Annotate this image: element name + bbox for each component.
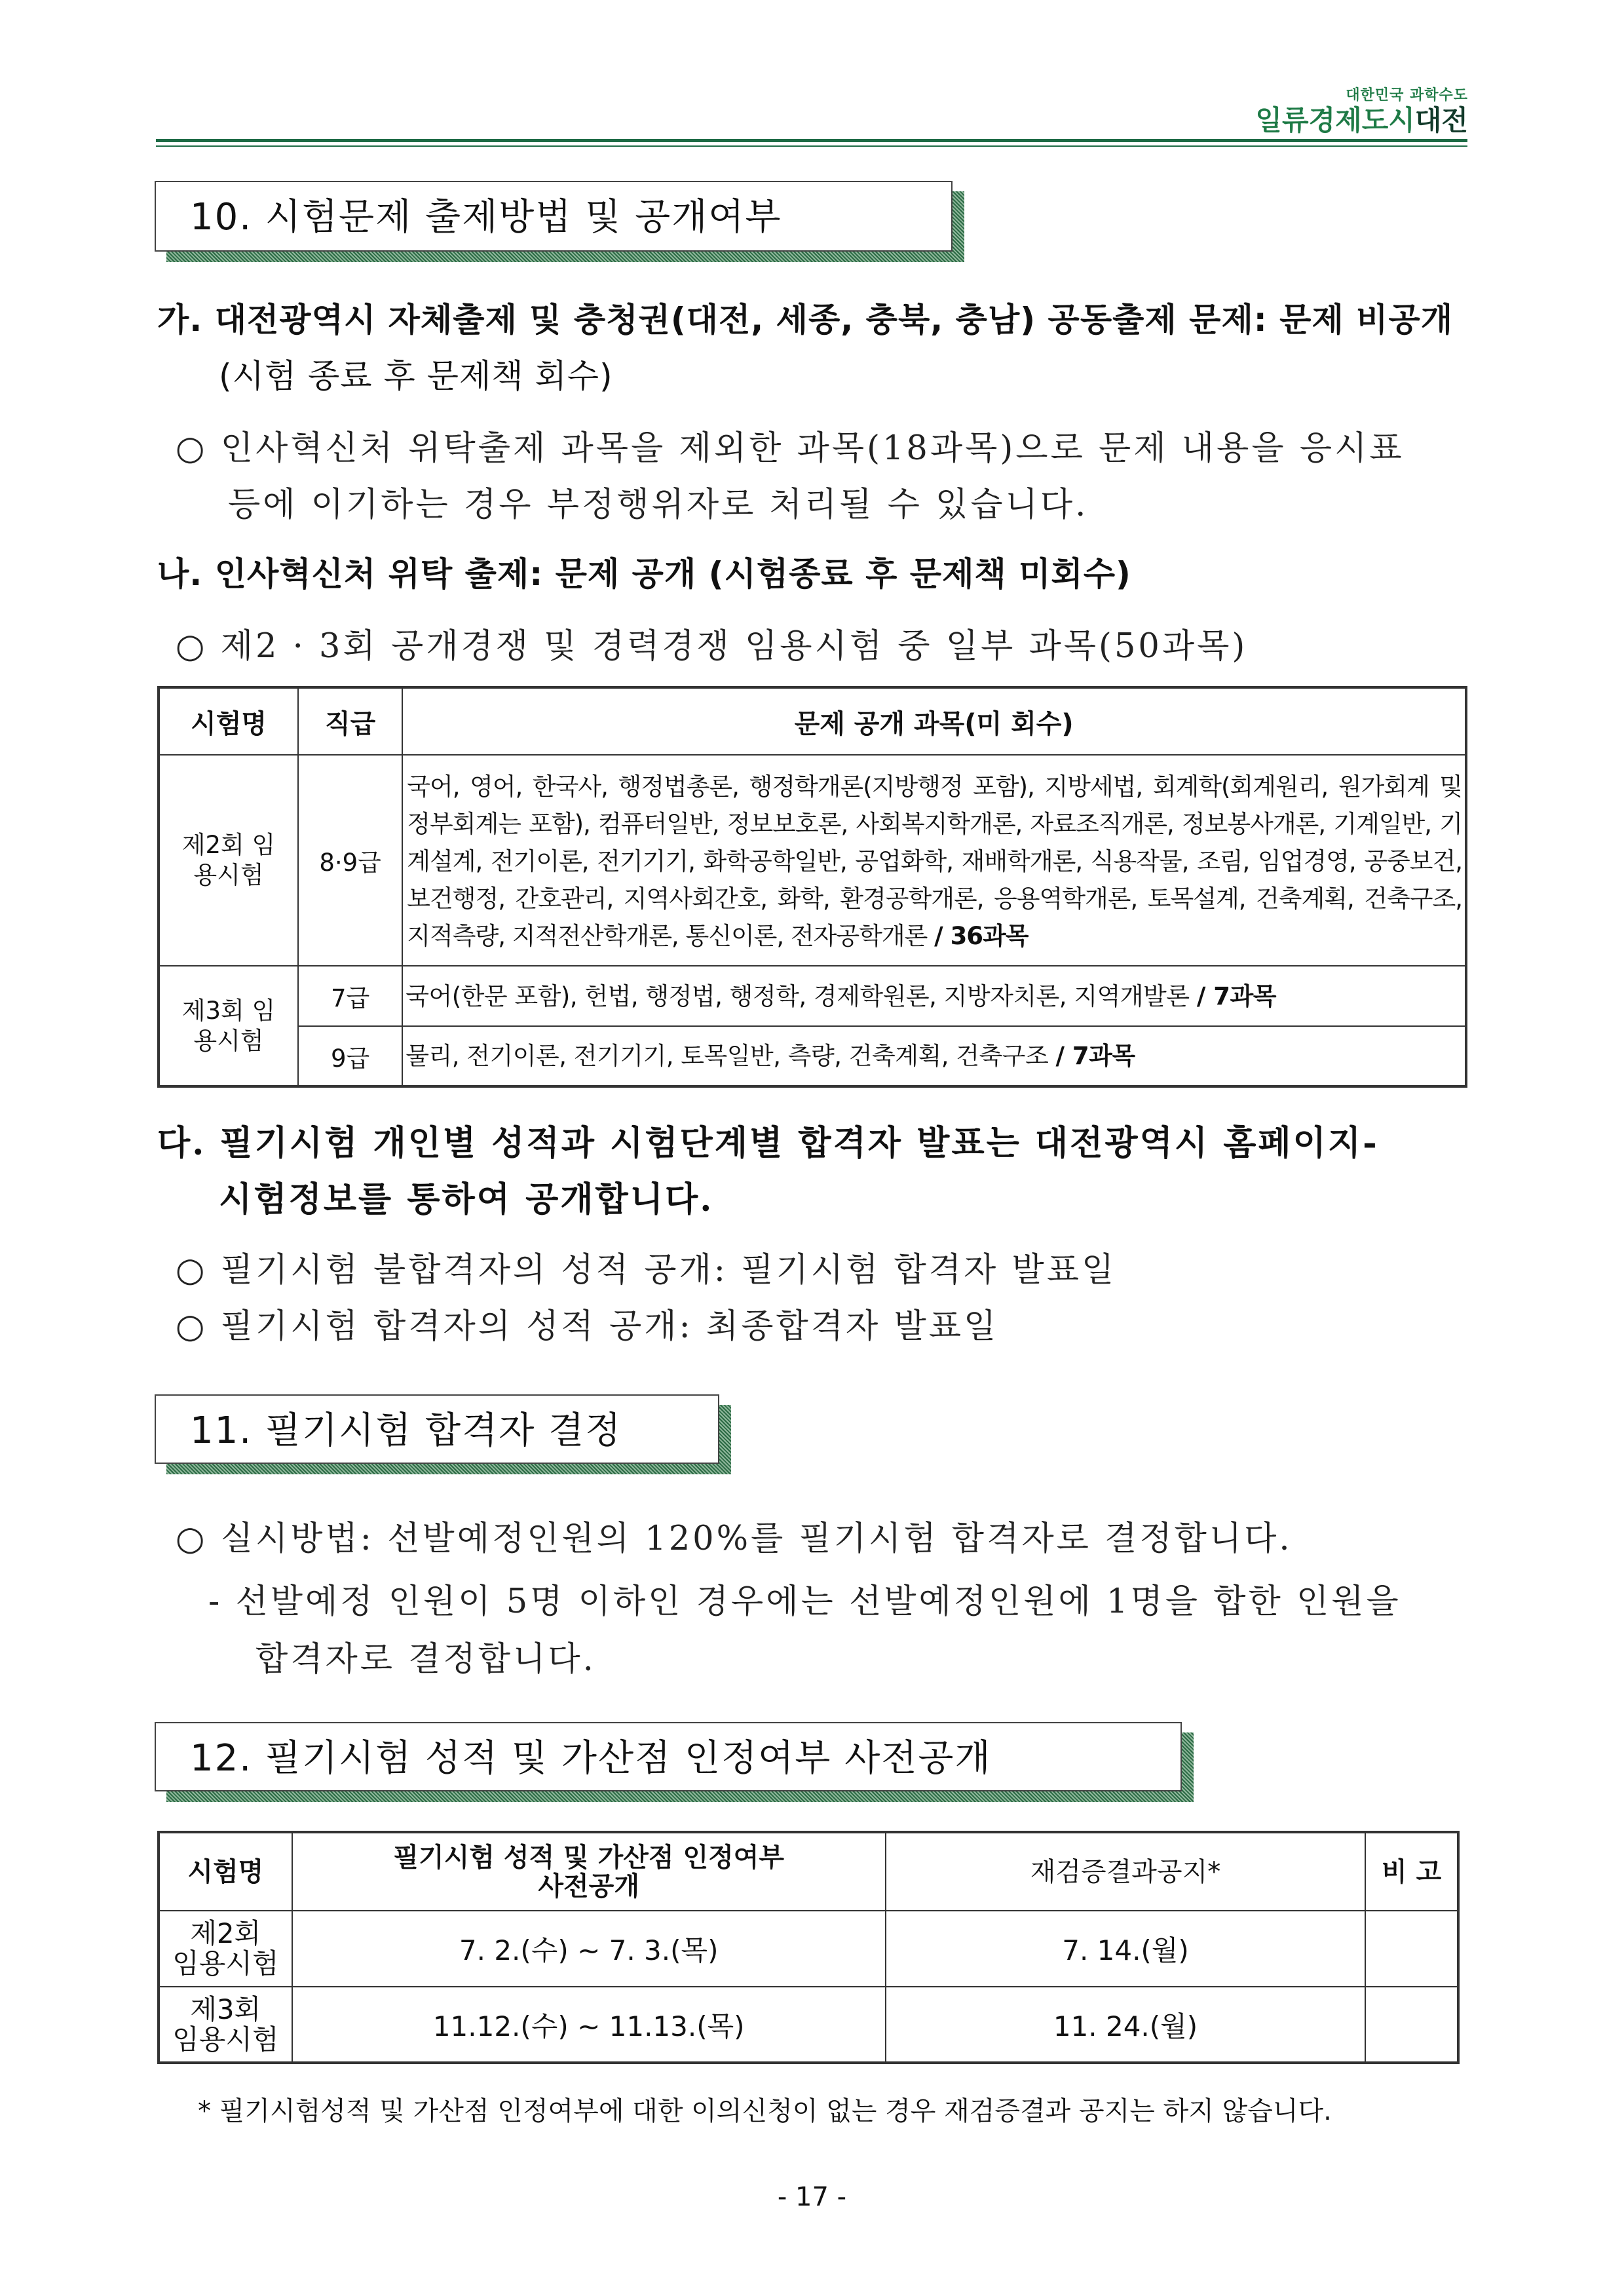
header-grade: 직급 (298, 687, 402, 755)
exam-round-2: 제2회 임용시험 (159, 755, 298, 966)
subjects-grade-9: 물리, 전기이론, 전기기기, 토목일반, 측량, 건축계획, 건축구조 / 7과목 (402, 1026, 1466, 1086)
table-row (159, 1987, 1458, 2063)
exam-round-3: 제3회 임용시험 (159, 966, 298, 1086)
header-exam-name: 시험명 (159, 687, 298, 755)
footnote: * 필기시험성적 및 가산점 인정여부에 대한 이의신청이 없는 경우 재검증결과 공지는 하지 않습니다. (198, 2096, 1332, 2126)
subjects-round-2: 국어, 영어, 한국사, 행정법총론, 행정학개론(지방행정 포함), 지방세법, 회계학(회계원리, 원가회계 및 정부회계는 포함), 컴퓨터일반, 정보보호론, 사회복지학개론, 자료조직개론, 정보봉사개론, 기계일반, 기계설계, 전기이론, 전기기기, 화학공학일반, 공업화학, 재배학개론, 식용작물, 조림, 임업경영, 공중보건, 보건행정, 간호관리, 지역사회간호, 화학, 환경공학개론, 응용역학개론, 토목설계, 건축계획, 건축구조, 지적측량, 지적전산학개론, 통신이론, 전자공학개론 / 36과목 (402, 755, 1466, 966)
note-cell (1365, 1987, 1458, 2063)
table-row (159, 1911, 1458, 1987)
section-10-title: 10. 시험문제 출제방법 및 공개여부 (190, 196, 782, 239)
exam-round-3: 제3회 임용시험 (159, 1987, 292, 2063)
score-disclosure-table (157, 1831, 1460, 2064)
item-na-bullet: ○ 제2 · 3회 공개경쟁 및 경력경쟁 임용시험 중 일부 과목(50과목) (176, 627, 1248, 666)
item-ga-bullet-line2: 등에 이기하는 경우 부정행위자로 처리될 수 있습니다. (228, 486, 1089, 524)
disclosed-subjects-table (157, 686, 1467, 1088)
subject-count: / 7과목 (1055, 1042, 1135, 1070)
disclosure-period: 11.12.(수) ~ 11.13.(목) (292, 1987, 886, 2063)
item-11-dash-line2: 합격자로 결정합니다. (255, 1640, 596, 1679)
header-note: 비 고 (1365, 1832, 1458, 1911)
subjects-grade-7: 국어(한문 포함), 헌법, 행정법, 행정학, 경제학원론, 지방자치론, 지역개발론 / 7과목 (402, 966, 1466, 1026)
grade-9: 9급 (298, 1026, 402, 1086)
logo-text-green: 일류경제도시 (1255, 104, 1415, 136)
subject-count: / 36과목 (934, 921, 1029, 950)
logo-text-dark: 대전 (1414, 104, 1468, 136)
header-recheck: 재검증결과공지* (886, 1832, 1365, 1911)
item-da-bullet2: ○ 필기시험 합격자의 성적 공개: 최종합격자 발표일 (176, 1307, 999, 1346)
section-11-title: 11. 필기시험 합격자 결정 (190, 1409, 622, 1452)
subject-count: / 7과목 (1196, 982, 1276, 1010)
exam-round-2: 제2회 임용시험 (159, 1911, 292, 1987)
header-subjects: 문제 공개 과목(미 회수) (402, 687, 1466, 755)
page-number: - 17 - (777, 2182, 847, 2212)
item-da-line2: 시험정보를 통하여 공개합니다. (219, 1179, 714, 1219)
table-row (159, 966, 1466, 1026)
grade-7: 7급 (298, 966, 402, 1026)
recheck-date: 7. 14.(월) (886, 1911, 1365, 1987)
recheck-date: 11. 24.(월) (886, 1987, 1365, 2063)
grade-8-9: 8·9급 (298, 755, 402, 966)
item-ga-line2: (시험 종료 후 문제책 회수) (219, 357, 613, 395)
item-ga-bullet-line1: ○ 인사혁신처 위탁출제 과목을 제외한 과목(18과목)으로 문제 내용을 응시표 (176, 429, 1405, 468)
header-rule (156, 139, 1467, 142)
note-cell (1365, 1911, 1458, 1987)
city-logo (1255, 84, 1468, 137)
item-da-bullet1: ○ 필기시험 불합격자의 성적 공개: 필기시험 합격자 발표일 (176, 1251, 1117, 1290)
header-exam-name: 시험명 (159, 1832, 292, 1911)
logo-slogan: 대한민국 과학수도 (1346, 87, 1468, 104)
section-12-title: 12. 필기시험 성적 및 가산점 인정여부 사전공개 (190, 1737, 992, 1780)
header-disclosure: 필기시험 성적 및 가산점 인정여부 사전공개 (292, 1832, 886, 1911)
table-row (159, 755, 1466, 966)
disclosure-period: 7. 2.(수) ~ 7. 3.(목) (292, 1911, 886, 1987)
item-ga-line1: 가. 대전광역시 자체출제 및 충청권(대전, 세종, 충북, 충남) 공동출제 문제: 문제 비공개 (157, 301, 1454, 339)
item-11-dash-line1: - 선발예정 인원이 5명 이하인 경우에는 선발예정인원에 1명을 합한 인원을 (208, 1582, 1401, 1621)
item-na-line: 나. 인사혁신처 위탁 출제: 문제 공개 (시험종료 후 문제책 미회수) (157, 555, 1131, 593)
header-rule-thin (156, 145, 1467, 147)
item-11-bullet: ○ 실시방법: 선발예정인원의 120%를 필기시험 합격자로 결정합니다. (176, 1520, 1293, 1558)
item-da-line1: 다. 필기시험 개인별 성적과 시험단계별 합격자 발표는 대전광역시 홈페이지- (157, 1123, 1379, 1163)
table-row (159, 1026, 1466, 1086)
